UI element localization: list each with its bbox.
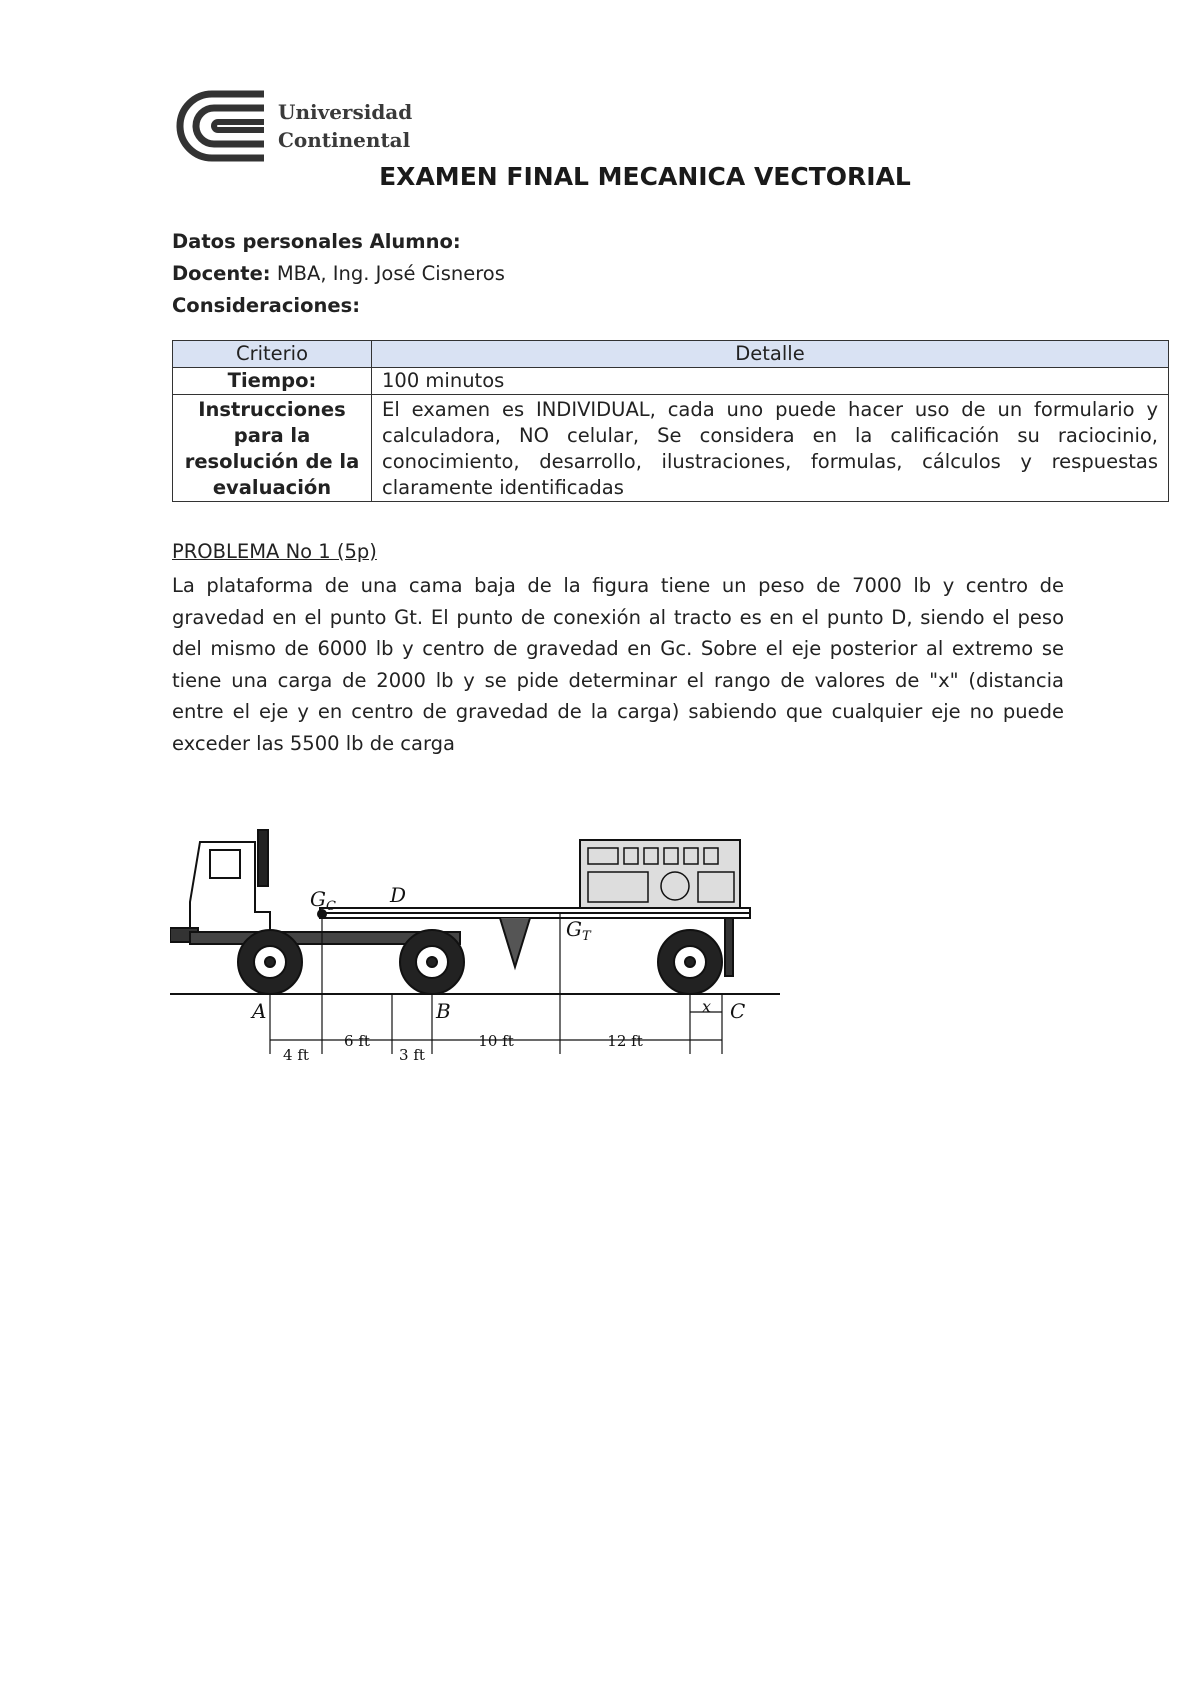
wheel-c xyxy=(658,930,722,994)
cargo-load xyxy=(580,840,740,908)
truck-figure xyxy=(170,822,790,1084)
row-instructions-value: El examen es INDIVIDUAL, cada uno puede hacer uso de un formulario y calculadora, NO celular, Se considera en la calificación su raciocinio, conocimiento, desarrollo, ilustraciones, formulas, cálculos y respuestas claramente identificadas xyxy=(372,395,1169,502)
label-gt: $G_T$ xyxy=(566,917,591,944)
problem-title: PROBLEMA No 1 (5p) xyxy=(172,540,377,563)
row-time-label: Tiempo: xyxy=(173,368,372,395)
row-time-value: 100 minutos xyxy=(372,368,1169,395)
table-header-row xyxy=(173,341,1169,368)
table-row xyxy=(173,368,1169,395)
exhaust-stack xyxy=(258,830,268,886)
label-c: C xyxy=(730,999,746,1023)
dim-10ft: 10 ft xyxy=(478,1032,514,1050)
wheel-b xyxy=(400,930,464,994)
wheel-a xyxy=(238,930,302,994)
row-instructions-label: Instrucciones para la resolución de la evaluación xyxy=(173,395,372,502)
university-logo xyxy=(172,90,432,162)
header-criterio: Criterio xyxy=(173,341,372,368)
teacher-value: MBA, Ing. José Cisneros xyxy=(276,262,505,285)
teacher-label: Docente: xyxy=(172,262,271,285)
logo-line2: Continental xyxy=(278,128,411,152)
gc-point xyxy=(318,910,326,918)
dim-6ft: 6 ft xyxy=(344,1032,370,1050)
exam-title: EXAMEN FINAL MECANICA VECTORIAL xyxy=(379,162,911,191)
considerations-label: Consideraciones: xyxy=(172,294,360,317)
dim-4ft: 4 ft xyxy=(283,1046,309,1064)
label-b: B xyxy=(436,999,451,1023)
student-label: Datos personales Alumno: xyxy=(172,230,461,253)
landing-gear xyxy=(500,918,530,967)
header-detalle: Detalle xyxy=(372,341,1169,368)
logo-line1: Universidad xyxy=(278,100,413,124)
dim-3ft: 3 ft xyxy=(399,1046,425,1064)
university-logo-icon xyxy=(172,90,272,162)
problem-text: La plataforma de una cama baja de la figura tiene un peso de 7000 lb y centro de gravedad en el punto Gt. El punto de conexión al tracto es en el punto D, siendo el peso del mismo de 6000 lb y centro de gravedad en Gc. Sobre el eje posterior al extremo se tiene una carga de 2000 lb y se pide determinar el rango de valores de "x" (distancia entre el eje y en centro de gravedad de la carga) sabiendo que cualquier eje no puede exceder las 5500 lb de carga xyxy=(172,574,1064,755)
rear-support xyxy=(725,918,733,976)
label-x: x xyxy=(702,997,712,1016)
criteria-table xyxy=(172,340,1169,502)
label-a: A xyxy=(252,999,267,1023)
table-row xyxy=(173,395,1169,502)
personal-info xyxy=(172,226,505,322)
label-d: D xyxy=(390,883,407,907)
dim-12ft: 12 ft xyxy=(607,1032,643,1050)
label-gc: $G_C$ xyxy=(310,887,336,914)
